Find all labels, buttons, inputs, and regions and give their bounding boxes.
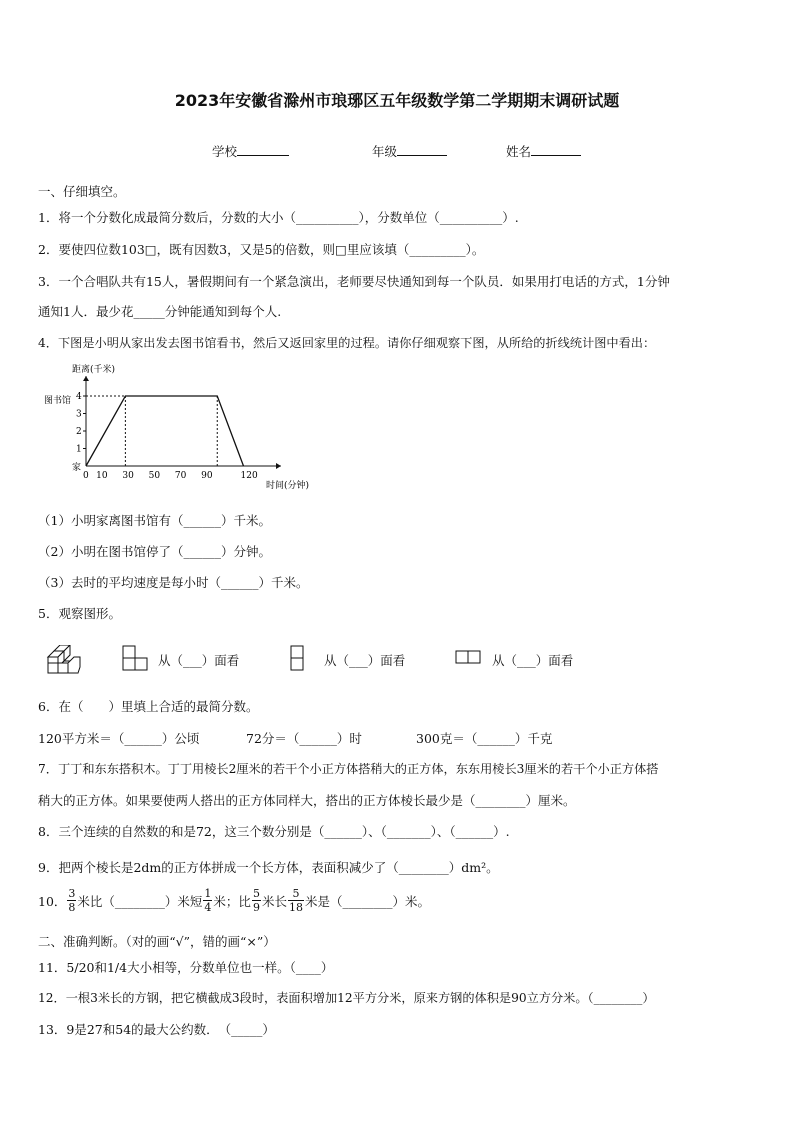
school-label: 学校 <box>212 144 238 159</box>
question-1: 1．将一个分数化成最简分数后，分数的大小（__________），分数单位（__________）. <box>38 210 519 225</box>
question-6-item-3: 300克＝（______）千克 <box>416 731 553 746</box>
question-6: 6．在（ ）里填上合适的最简分数。 <box>38 699 259 714</box>
name-label: 姓名 <box>506 144 532 159</box>
question-5: 5．观察图形。 <box>38 606 121 621</box>
grade-field <box>372 142 447 160</box>
question-4-2: （2）小明在图书馆停了（______）分钟。 <box>38 544 271 559</box>
cube-stack-figure <box>46 645 82 678</box>
chart-home-label: 家 <box>72 463 82 473</box>
chart-svg <box>44 360 334 495</box>
distance-time-chart <box>44 360 334 498</box>
chart-xtick-label: 90 <box>201 471 213 481</box>
chart-library-label: 图书馆 <box>44 396 72 406</box>
question-7-line-2: 稍大的正方体。如果要使两人搭出的正方体同样大，搭出的正方体棱长最少是（________）厘米。 <box>38 793 576 808</box>
chart-xtick-label: 70 <box>174 471 187 481</box>
question-12: 12．一根3米长的方钢，把它横截成3段时，表面积增加12平方分米，原来方钢的体积是90立方分米。（________） <box>38 991 655 1005</box>
chart-ylabel: 距离(千米) <box>72 365 116 375</box>
fraction-5-18: $\frac{5}{18}$ <box>288 887 303 914</box>
chart-ytick-label: 3 <box>76 409 82 420</box>
chart-xtick-label: 30 <box>122 471 134 481</box>
chart-series-line <box>86 396 244 466</box>
chart-xtick-label: 0 <box>83 471 89 481</box>
view-2-figure <box>290 645 304 674</box>
chart-xtick-label: 10 <box>96 471 108 481</box>
fraction-5-9: $\frac{5}{9}$ <box>252 887 260 914</box>
question-4-1: （1）小明家离图书馆有（______）千米。 <box>38 513 271 528</box>
question-6-item-1: 120平方米＝（______）公顷 <box>38 731 200 746</box>
chart-xtick-label: 50 <box>148 471 161 481</box>
page-title: 2023年安徽省滁州市琅琊区五年级数学第二学期期末调研试题 <box>174 91 620 110</box>
question-6-item-2: 72分＝（______）时 <box>246 731 362 746</box>
fraction-1-4: $\frac{1}{4}$ <box>204 887 212 914</box>
q10-text-1: 米比（________）米短 <box>77 893 203 909</box>
question-10 <box>38 888 430 913</box>
q10-text-2: 米；比 <box>213 893 251 909</box>
question-11: 11．5/20和1/4大小相等，分数单位也一样。（____） <box>38 960 334 975</box>
chart-xtick-label: 120 <box>240 471 258 481</box>
chart-xlabel: 时间(分钟) <box>266 481 310 491</box>
fraction-3-8: $\frac{3}{8}$ <box>68 887 76 914</box>
chart-axes <box>83 376 281 469</box>
grade-label: 年级 <box>372 144 398 159</box>
school-field <box>212 142 289 160</box>
section-2-heading: 二、准确判断。（对的画“√”，错的画“×”） <box>38 934 276 949</box>
question-9: 9．把两个棱长是2dm的正方体拼成一个长方体，表面积减少了（________）dm²。 <box>38 860 499 875</box>
question-7-line-1: 7．丁丁和东东搭积木。丁丁用棱长2厘米的若干个小正方体搭稍大的正方体，东东用棱长3厘米的若干个小正方体搭 <box>38 762 659 776</box>
question-4: 4．下图是小明从家出发去图书馆看书，然后又返回家里的过程。请你仔细观察下图，从所给的折线统计图中看出： <box>38 336 656 350</box>
view-1-figure <box>122 645 148 674</box>
q10-text-4: 米是（________）米。 <box>304 893 430 909</box>
view-3-figure <box>455 650 483 669</box>
question-13: 13．9是27和54的最大公约数． （_____） <box>38 1022 275 1037</box>
q10-text-3: 米长 <box>261 893 287 909</box>
q10-number: 10． <box>38 893 67 909</box>
view-1-label: 从（___）面看 <box>158 653 240 668</box>
chart-ytick-label: 4 <box>76 392 82 402</box>
view-3-label: 从（___）面看 <box>492 653 574 668</box>
question-3-line-1: 3．一个合唱队共有15人，暑假期间有一个紧急演出，老师要尽快通知到每一个队员．如果用打电话的方式，1分钟 <box>38 274 670 289</box>
chart-ytick-label: 2 <box>76 427 82 437</box>
section-1-heading: 一、仔细填空。 <box>38 184 126 199</box>
name-field <box>506 142 581 160</box>
view-2-label: 从（___）面看 <box>324 653 406 668</box>
question-3-line-2: 通知1人．最少花_____分钟能通知到每个人. <box>38 304 282 319</box>
question-8: 8．三个连续的自然数的和是72，这三个数分别是（______）、（_______）、（______）. <box>38 824 510 839</box>
question-4-3: （3）去时的平均速度是每小时（______）千米。 <box>38 575 309 590</box>
question-2: 2．要使四位数103□，既有因数3，又是5的倍数，则□里应该填（_________）。 <box>38 242 485 257</box>
chart-ytick-label: 1 <box>76 444 82 455</box>
